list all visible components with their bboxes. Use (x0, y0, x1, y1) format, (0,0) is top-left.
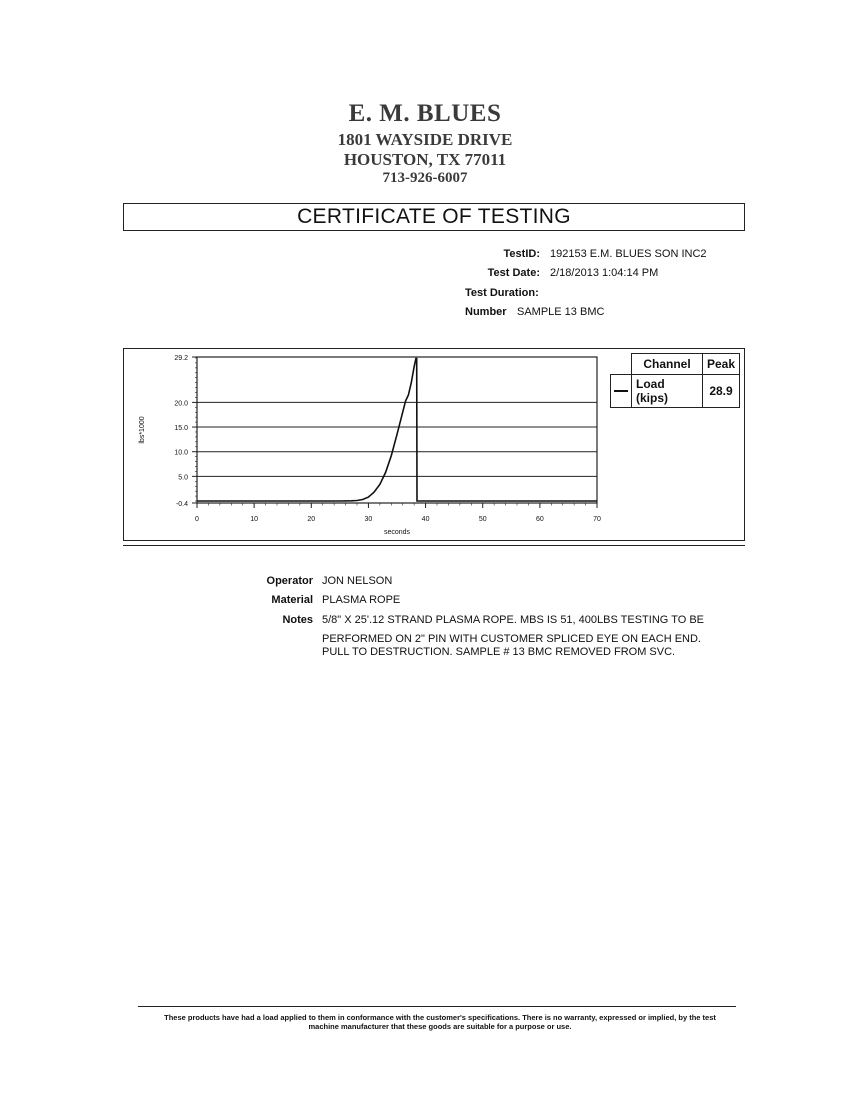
x-axis-label: seconds (383, 529, 411, 536)
x-tick-label: 20 (307, 516, 316, 523)
duration-label: Test Duration: (465, 287, 539, 299)
x-tick-label: 70 (593, 516, 601, 523)
y-tick-label: 20.0 (174, 400, 188, 408)
x-tick-label: 40 (421, 516, 430, 523)
notes-line1: 5/8" X 25'.12 STRAND PLASMA ROPE. MBS IS 51, 400LBS TESTING TO BE (322, 614, 704, 626)
notes-label: Notes (282, 614, 313, 626)
number-value: SAMPLE 13 BMC (517, 306, 605, 318)
title-box (123, 203, 745, 231)
test-date-value: 2/18/2013 1:04:14 PM (550, 267, 659, 279)
phone-number: 713-926-6007 (382, 170, 468, 186)
y-tick-label: 29.2 (174, 355, 188, 362)
load-chart (130, 350, 610, 540)
legend-peak-header: Peak (703, 354, 740, 375)
operator-value: JON NELSON (322, 575, 393, 587)
y-tick-label: 5.0 (178, 474, 188, 482)
certificate-title: CERTIFICATE OF TESTING (297, 205, 571, 228)
material-label: Material (271, 594, 313, 606)
notes-line2: PERFORMED ON 2" PIN WITH CUSTOMER SPLICED EYE ON EACH END. (322, 633, 701, 645)
legend-table (610, 353, 740, 408)
address-line1: 1801 WAYSIDE DRIVE (337, 130, 513, 149)
y-axis-label: lbs*1000 (139, 416, 146, 444)
chart-bottom-rule (123, 545, 745, 546)
x-tick-label: 60 (535, 516, 544, 523)
test-id-value: 192153 E.M. BLUES SON INC2 (550, 248, 707, 260)
company-name: E. M. BLUES (348, 100, 502, 127)
address-line2: HOUSTON, TX 77011 (343, 150, 507, 169)
legend-line-swatch (611, 375, 632, 408)
disclaimer-line1: These products have had a load applied to them in conformance with the customer's specifications. There is no warranty, expressed or implied, by the test (164, 1013, 716, 1022)
x-tick-label: 0 (195, 516, 199, 523)
legend-channel-name: Load (kips) (632, 375, 703, 408)
test-date-label: Test Date: (487, 267, 540, 279)
disclaimer (160, 1013, 720, 1031)
test-id-label: TestID: (503, 248, 540, 260)
y-tick-label: 10.0 (174, 449, 188, 457)
legend-peak-value: 28.9 (703, 375, 740, 408)
operator-label: Operator (266, 575, 313, 587)
notes-line3: PULL TO DESTRUCTION. SAMPLE # 13 BMC REMOVED FROM SVC. (322, 646, 676, 658)
x-tick-label: 50 (478, 516, 487, 523)
plot-area (197, 357, 597, 503)
number-label: Number (465, 306, 507, 318)
y-tick-label: -0.4 (175, 501, 188, 508)
x-tick-label: 30 (364, 516, 373, 523)
x-tick-label: 10 (250, 516, 259, 523)
disclaimer-line2: machine manufacturer that these goods are suitable for a purpose or use. (308, 1022, 572, 1031)
load-series-line (197, 359, 597, 502)
legend-channel-header: Channel (632, 354, 703, 375)
material-value: PLASMA ROPE (322, 594, 401, 606)
y-tick-label: 15.0 (174, 425, 188, 433)
footer-rule (138, 1006, 736, 1007)
